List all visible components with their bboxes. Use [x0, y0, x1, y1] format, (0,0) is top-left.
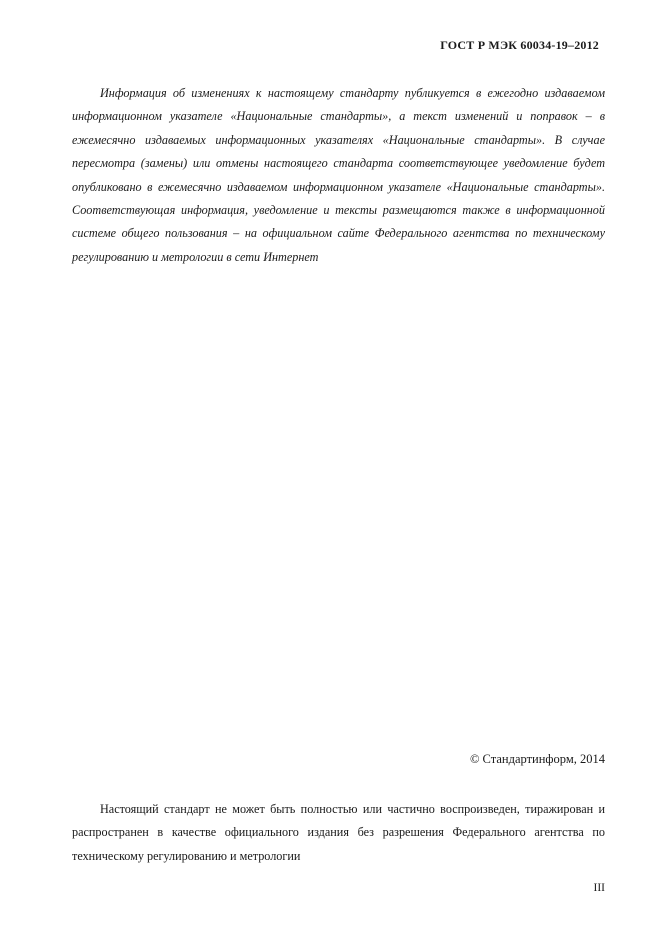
reproduction-notice-paragraph: Настоящий стандарт не может быть полностью или частично воспроизведен, тиражирован и распространен в качестве официального издания без разрешения Федерального агентства по техническому регулированию и метрологии [72, 802, 605, 863]
document-header-standard-id: ГОСТ Р МЭК 60034-19–2012 [440, 38, 599, 52]
copyright-notice: © Стандартинформ, 2014 [469, 752, 605, 766]
amendments-info-paragraph: Информация об изменениях к настоящему стандарту публикуется в ежегодно издаваемом информационном указателе «Национальные стандарты», а текст изменений и поправок – в ежемесячно издаваемых информационных указателях «Национальные стандарты». В случае пересмотра (замены) или отмены настоящего стандарта соответствующее уведомление будет опубликовано в ежемесячно издаваемом информационном указателе «Национальные стандарты». Соответствующая информация, уведомление и тексты размещаются также в информационной системе общего пользования – на официальном сайте Федерального агентства по техническому регулированию и метрологии в сети Интернет [72, 86, 605, 264]
page-number: III [593, 882, 605, 894]
